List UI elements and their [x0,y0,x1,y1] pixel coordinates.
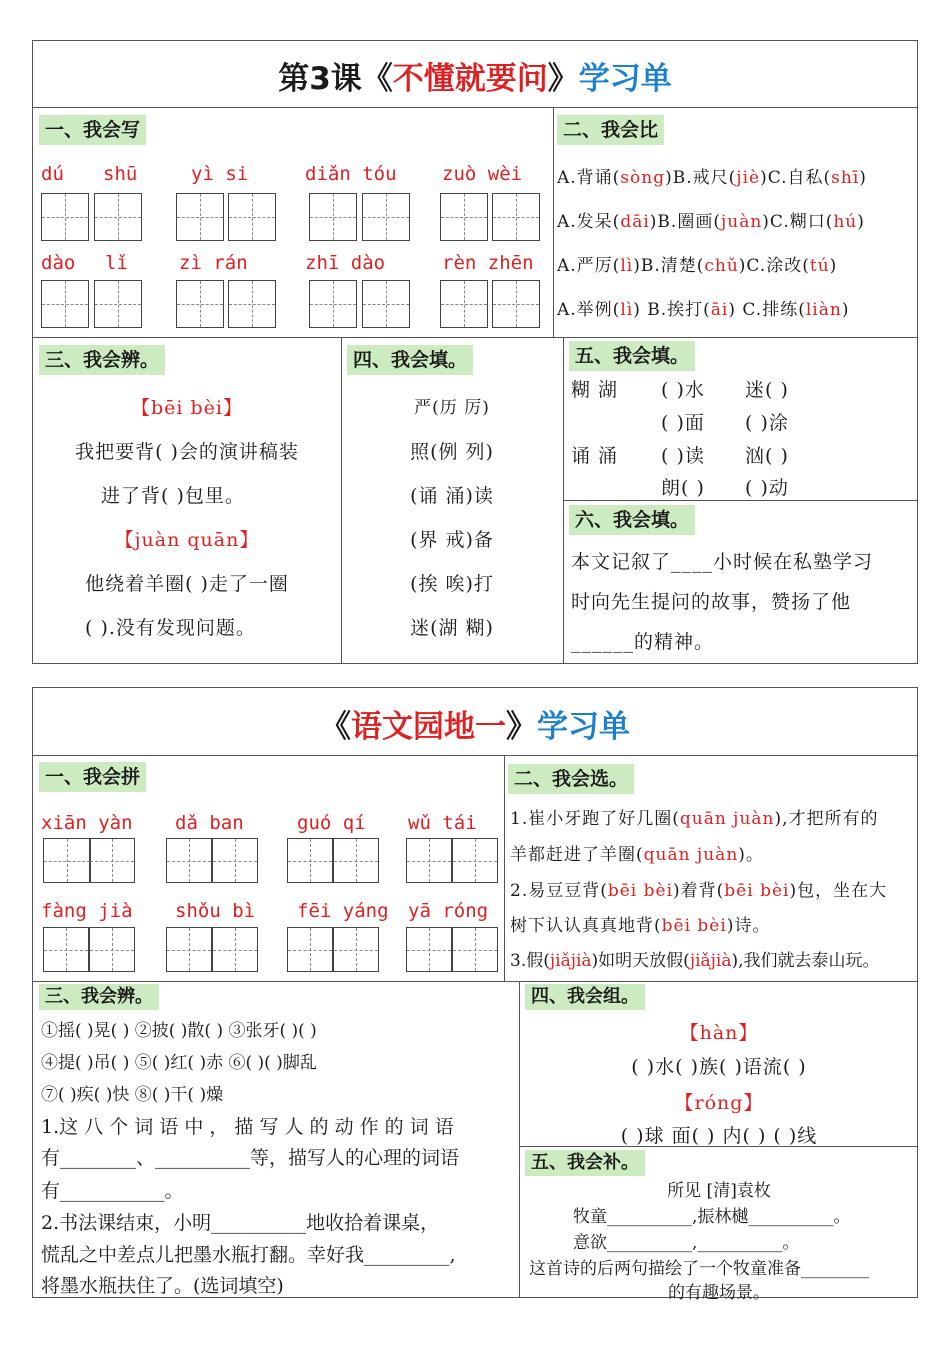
section-heading: 五、我会补。 [525,1150,645,1176]
sheet2-title: 《语文园地一》学习单 [320,709,630,745]
writing-box[interactable] [406,838,452,883]
sentence: 我把要背( )会的演讲稿装 [75,441,299,463]
pinyin-label: 【hàn】 [679,1022,759,1044]
writing-box[interactable] [41,280,89,328]
writing-box[interactable] [309,280,357,328]
writing-box[interactable] [287,838,333,883]
section-heading: 三、我会辨。 [39,984,159,1010]
pinyin-label: diǎn tóu [305,163,397,185]
question: 羊都赶进了羊圈(quān juàn)。 [510,845,764,865]
pinyin-label: fēi yáng [297,900,389,922]
blank: ( )读 [661,445,705,467]
worksheet-garden-1 [32,687,918,1303]
pinyin-label: zì rán [179,252,248,274]
section-heading: 一、我会写 [39,115,146,145]
writing-box[interactable] [176,280,224,328]
question: 2.易豆豆背(bēi bèi)着背(bēi bèi)包，坐在大 [510,881,888,901]
writing-box[interactable] [41,193,89,241]
pinyin-label: lǐ [105,252,128,274]
word-row: ④提( )吊( ) ⑤( )红( )赤 ⑥( )( )脚乱 [41,1053,317,1073]
divider [504,755,505,981]
fill-item: 迷(湖 糊) [410,617,494,639]
section-heading: 四、我会填。 [347,345,473,375]
worksheet-lesson-3 [32,40,918,664]
section-heading: 四、我会组。 [525,984,645,1010]
pinyin-label: dǎ ban [175,812,244,834]
pinyin-label: guó qí [297,812,366,834]
poem-line: 牧童__________,振林樾__________。 [573,1207,851,1227]
section-heading: 六、我会填。 [569,505,695,535]
writing-box[interactable] [176,193,224,241]
question: 慌乱之中差点儿把墨水瓶打翻。幸好我_________, [41,1244,456,1266]
writing-box[interactable] [492,193,540,241]
writing-box[interactable] [89,927,135,972]
divider [33,107,917,108]
question: 2.书法课结束，小明__________地收拾着课桌， [41,1212,440,1234]
writing-box[interactable] [362,280,410,328]
word-pair: 诵 涌 [571,445,619,467]
word-row: ①摇( )晃( ) ②披( )散( ) ③张牙( )( ) [41,1021,317,1041]
writing-box[interactable] [287,927,333,972]
poem-line: 意欲__________,__________。 [573,1233,800,1253]
writing-box[interactable] [452,927,498,972]
word-pair: 糊 湖 [571,379,619,401]
writing-box[interactable] [43,838,91,883]
pinyin-label: yì si [191,163,249,185]
question: 的有趣场景。 [668,1283,770,1303]
question: 1.崔小牙跑了好几圈(quān juàn),才把所有的 [510,809,879,829]
question: 1.这 八 个 词 语 中 ， 描 写 人 的 动 作 的 词 语 [41,1116,454,1138]
writing-box[interactable] [212,927,258,972]
pinyin-label: 【róng】 [674,1092,764,1114]
writing-box[interactable] [440,193,488,241]
word-group: ( )水( )族( )语流( ) [631,1056,807,1078]
question: 有________、__________等，描写人的心理的词语 [41,1147,460,1169]
question: 将墨水瓶扶住了。(选词填空) [41,1275,284,1297]
compare-row: A.背诵(sòng)B.戒尺(jiè)C.自私(shī) [557,168,867,188]
pinyin-label: dào [41,252,76,274]
blank: 朗( ) [661,477,705,499]
sentence: 他绕着羊圈( )走了一圈 [85,573,289,595]
writing-box[interactable] [309,193,357,241]
sentence: ( ).没有发现问题。 [85,617,256,639]
question: 树下认认真真地背(bēi bèi)诗。 [510,916,771,936]
pinyin-label: zuò wèi [442,163,523,185]
pinyin-label: shū [103,163,138,185]
writing-box[interactable] [228,193,276,241]
divider [553,107,554,337]
question: 3.假(jiǎjià)如明天放假(jiǎjià),我们就去泰山玩。 [510,951,880,971]
section-heading: 三、我会辨。 [39,345,165,375]
sentence: 进了背( )包里。 [101,485,245,507]
writing-box[interactable] [492,280,540,328]
pinyin-label: zhī dào [305,252,386,274]
writing-box[interactable] [94,193,142,241]
section-heading: 一、我会拼 [39,762,146,792]
blank: ( )面 [661,412,705,434]
pinyin-label: 【juàn quān】 [114,529,260,551]
blank: ( )水 [661,379,705,401]
fill-item: 严(历 厉) [414,398,490,418]
fill-item: (诵 涌)读 [410,485,494,507]
question: 有___________。 [41,1180,184,1202]
sentence: 时向先生提问的故事，赞扬了他 [571,591,852,613]
sentence: 本文记叙了____小时候在私塾学习 [571,551,874,573]
question: 这首诗的后两句描绘了一个牧童准备________ [529,1259,869,1279]
pinyin-label: rèn zhēn [442,252,534,274]
pinyin-label: shǒu bì [175,900,256,922]
writing-box[interactable] [166,838,212,883]
section-heading: 二、我会比 [557,115,664,145]
divider [33,981,917,982]
writing-box[interactable] [333,927,379,972]
pinyin-label: 【bēi bèi】 [130,397,243,419]
pinyin-label: dú [41,163,64,185]
writing-box[interactable] [228,280,276,328]
blank: 汹( ) [745,445,789,467]
section-heading: 五、我会填。 [569,341,695,371]
compare-row: A.严厉(lì)B.清楚(chǔ)C.涂改(tú) [557,256,838,276]
fill-item: 照(例 列) [410,441,494,463]
writing-box[interactable] [166,927,212,972]
blank: 迷( ) [745,379,789,401]
fill-item: (挨 唉)打 [410,573,494,595]
pinyin-label: xiān yàn [41,812,133,834]
blank: ( )涂 [745,412,789,434]
writing-box[interactable] [452,838,498,883]
divider [33,337,917,338]
pinyin-label: yā róng [408,900,489,922]
sheet1-title: 第3课《不懂就要问》学习单 [278,61,672,97]
pinyin-label: wǔ tái [408,812,477,834]
poem-title: 所见 [清]袁枚 [667,1181,771,1201]
writing-box[interactable] [333,838,379,883]
pinyin-label: fàng jià [41,900,133,922]
compare-row: A.发呆(dāi)B.圈画(juàn)C.糊口(hú) [557,212,865,232]
compare-row: A.举例(lì) B.挨打(āi) C.排练(liàn) [557,300,850,320]
word-row: ⑦( )疾( )快 ⑧( )干( )燥 [41,1085,224,1105]
writing-box[interactable] [89,838,135,883]
writing-box[interactable] [43,927,89,972]
writing-box[interactable] [94,280,142,328]
divider [563,500,917,501]
sentence: ______的精神。 [571,631,715,653]
divider [33,755,917,756]
fill-item: (界 戒)备 [410,529,494,551]
writing-box[interactable] [212,838,258,883]
writing-box[interactable] [440,280,488,328]
writing-box[interactable] [406,927,452,972]
word-group: ( )球 面( ) 内( ) ( )线 [620,1125,818,1147]
blank: ( )动 [745,477,789,499]
writing-box[interactable] [362,193,410,241]
section-heading: 二、我会选。 [508,764,634,794]
